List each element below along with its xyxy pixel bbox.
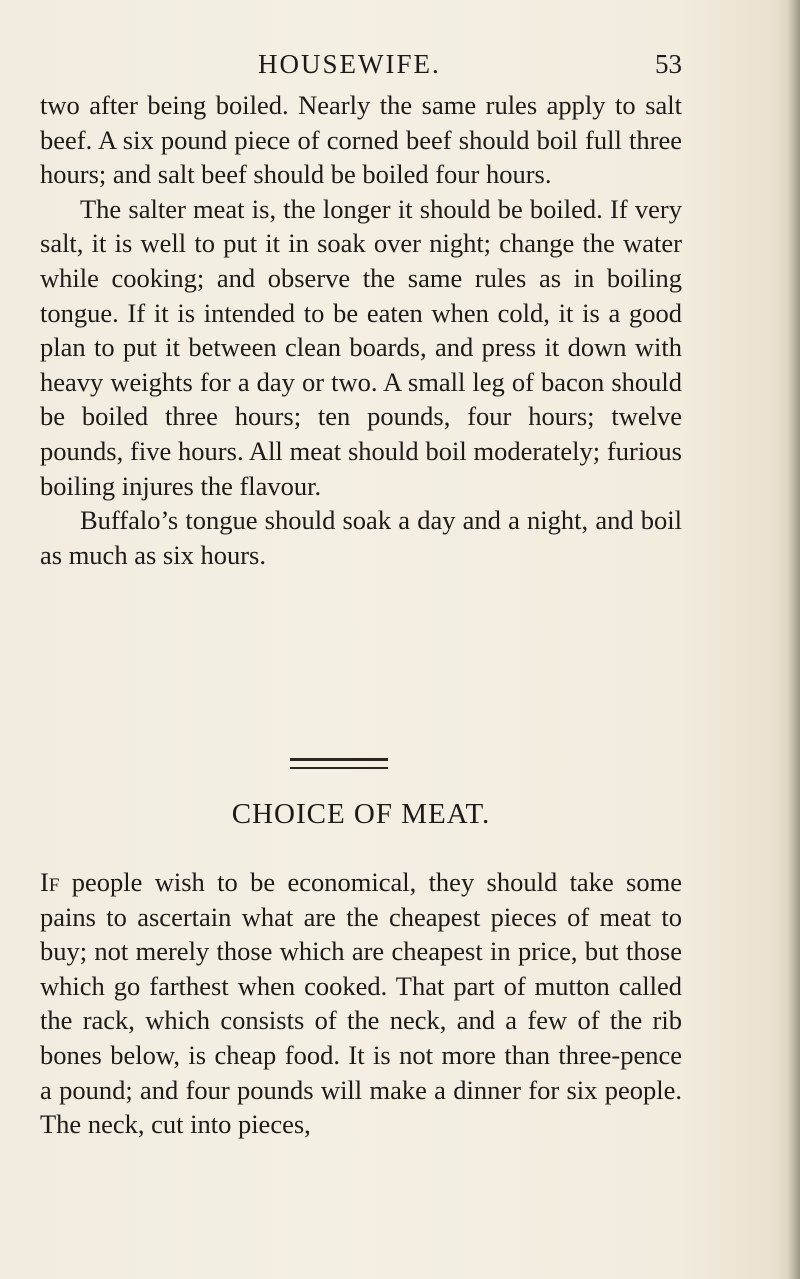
running-header	[40, 46, 682, 82]
running-title: HOUSEWIFE.	[258, 49, 441, 79]
lead-word: If	[40, 867, 60, 897]
section-heading: CHOICE OF MEAT.	[231, 798, 491, 830]
section-divider-thick	[290, 758, 388, 761]
paragraph-choice-of-meat-text: people wish to be economical, they should take some pains to ascertain what are the cheapest pieces of meat to buy; not merely those which are cheapest in price, but those which go farthest when cooked. That part of mutton called the rack, which consists of the neck, and a few of the rib bones below, is cheap food. It is not more than three-pence a pound; and four pounds will make a dinner for six people. The neck, cut into pieces,	[40, 867, 682, 1140]
continued-text	[40, 88, 682, 572]
paragraph-continued: two after being boiled. Nearly the same rules apply to salt beef. A six pound piece of corned beef should boil full three hours; and salt beef should be boiled four hours.	[40, 90, 682, 190]
paragraph-salter-meat: The salter meat is, the longer it should be boiled. If very salt, it is well to put it in soak over night; change the water while cooking; and observe the same rules as in boiling tongue. If it is intended to be eaten when cold, it is a good plan to put it between clean boards, and press it down with heavy weights for a day or two. A small leg of bacon should be boiled three hours; ten pounds, four hours; twelve pounds, five hours. All meat should boil moderately; furious boiling injures the flavour.	[40, 193, 682, 501]
paragraph-buffalo-tongue: Buffalo’s tongue should soak a day and a night, and boil as much as six hours.	[40, 505, 682, 570]
paragraph-choice-of-meat	[40, 865, 682, 1142]
page-number: 53	[655, 49, 682, 79]
section-divider-thin	[290, 767, 388, 769]
section-text	[40, 865, 682, 1142]
page-edge-shadow	[786, 0, 800, 1279]
